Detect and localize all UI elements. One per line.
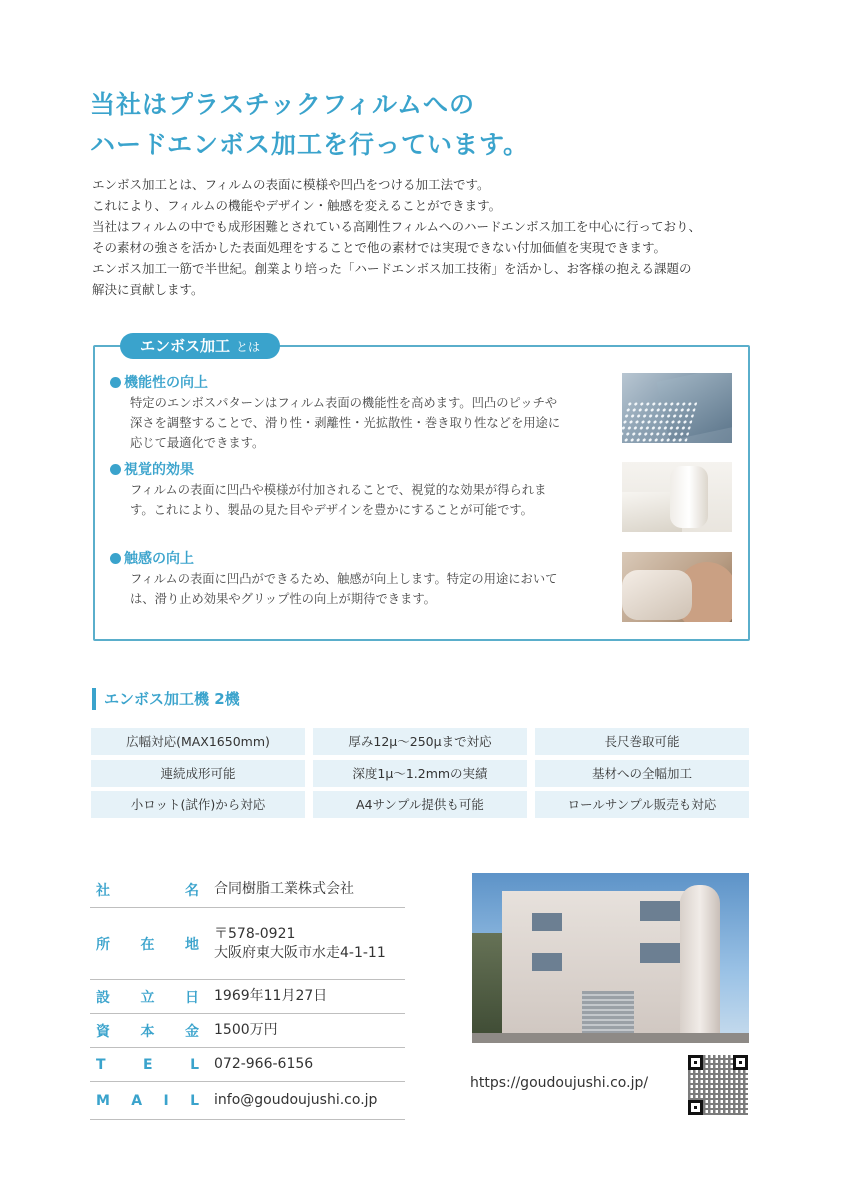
spec-cell: 広幅対応(MAX1650mm) (91, 728, 305, 755)
bullet-dot-icon (110, 464, 121, 475)
spec-cell: 厚み12μ～250μまで対応 (313, 728, 527, 755)
headline-line-1: 当社はプラスチックフィルムへの (90, 88, 475, 122)
feature-visual (110, 460, 610, 520)
company-row-name (90, 872, 405, 908)
company-row-mail (90, 1082, 405, 1120)
feature-functionality (110, 373, 610, 453)
row-value: 072-966-6156 (214, 1056, 314, 1072)
film-roll-photo (622, 462, 732, 532)
headline-line-2: ハードエンボス加工を行っています。 (90, 128, 529, 162)
row-label: T E L (96, 1056, 199, 1073)
feature-line: フィルムの表面に凹凸や模様が付加されることで、視覚的な効果が得られま (130, 483, 547, 497)
row-value: 1500万円 (214, 1022, 278, 1038)
row-label: 社 名 (96, 882, 199, 899)
website-url[interactable]: https://goudoujushi.co.jp/ (470, 1075, 649, 1091)
machines-title: エンボス加工機 2機 (92, 688, 240, 710)
row-label: 設 立 日 (96, 989, 199, 1006)
intro-line: その素材の強さを活かした表面処理をすることで他の素材では実現できない付加価値を実現できます。 (92, 240, 667, 255)
spec-cell: 基材への全幅加工 (535, 760, 749, 787)
feature-line: 特定のエンボスパターンはフィルム表面の機能性を高めます。凹凸のピッチや (130, 396, 558, 410)
company-row-tel (90, 1048, 405, 1082)
row-label: 資 本 金 (96, 1023, 199, 1040)
feature-tactile (110, 549, 610, 609)
spec-cell: 小ロット(試作)から対応 (91, 791, 305, 818)
feature-line: は、滑り止め効果やグリップ性の向上が期待できます。 (130, 592, 436, 606)
intro-line: 解決に貢献します。 (92, 282, 204, 297)
row-value: 〒578-0921 大阪府東大阪市水走4-1-11 (214, 925, 386, 961)
intro-line: これにより、フィルムの機能やデザイン・触感を変えることができます。 (92, 198, 502, 213)
feature-line: 深さを調整することで、滑り性・剥離性・光拡散性・巻き取り性などを用途に (130, 416, 561, 430)
company-row-address (90, 908, 405, 980)
intro-text (92, 174, 772, 300)
feature-description (130, 569, 620, 609)
hand-film-photo (622, 552, 732, 622)
feature-line: 応じて最適化できます。 (130, 436, 265, 450)
bullet-dot-icon (110, 377, 121, 388)
row-value[interactable]: info@goudoujushi.co.jp (214, 1092, 378, 1108)
feature-description (130, 480, 620, 520)
row-label: 所 在 地 (96, 936, 199, 953)
emboss-box-tab (120, 333, 280, 359)
company-row-founded (90, 980, 405, 1014)
intro-line: 当社はフィルムの中でも成形困難とされている高剛性フィルムへのハードエンボス加工を中心に行っており、 (92, 219, 702, 234)
embossed-film-photo (622, 373, 732, 443)
company-row-capital (90, 1014, 405, 1048)
intro-line: エンボス加工とは、フィルムの表面に模様や凹凸をつける加工法です。 (92, 177, 490, 192)
feature-line: す。これにより、製品の見た目やデザインを豊かにすることが可能です。 (130, 503, 533, 517)
company-building-photo (472, 873, 749, 1043)
spec-cell: 深度1μ～1.2mmの実績 (313, 760, 527, 787)
feature-title: 機能性の向上 (124, 375, 208, 391)
spec-cell: 長尺巻取可能 (535, 728, 749, 755)
row-label: M A I L (96, 1092, 199, 1109)
box-tab-title: エンボス加工 (140, 337, 231, 355)
feature-title: 視覚的効果 (124, 462, 194, 478)
feature-title: 触感の向上 (124, 551, 194, 567)
spec-cell: ロールサンプル販売も対応 (535, 791, 749, 818)
qr-code-icon[interactable] (688, 1055, 748, 1115)
feature-line: フィルムの表面に凹凸ができるため、触感が向上します。特定の用途において (130, 572, 558, 586)
bullet-dot-icon (110, 553, 121, 564)
intro-line: エンボス加工一筋で半世紀。創業より培った「ハードエンボス加工技術」を活かし、お客様の抱える課題の (92, 261, 692, 276)
row-value: 1969年11月27日 (214, 988, 328, 1004)
row-value: 合同樹脂工業株式会社 (214, 881, 354, 897)
spec-cell: A4サンプル提供も可能 (313, 791, 527, 818)
feature-description (130, 393, 620, 453)
box-tab-suffix: とは (236, 340, 261, 354)
spec-cell: 連続成形可能 (91, 760, 305, 787)
